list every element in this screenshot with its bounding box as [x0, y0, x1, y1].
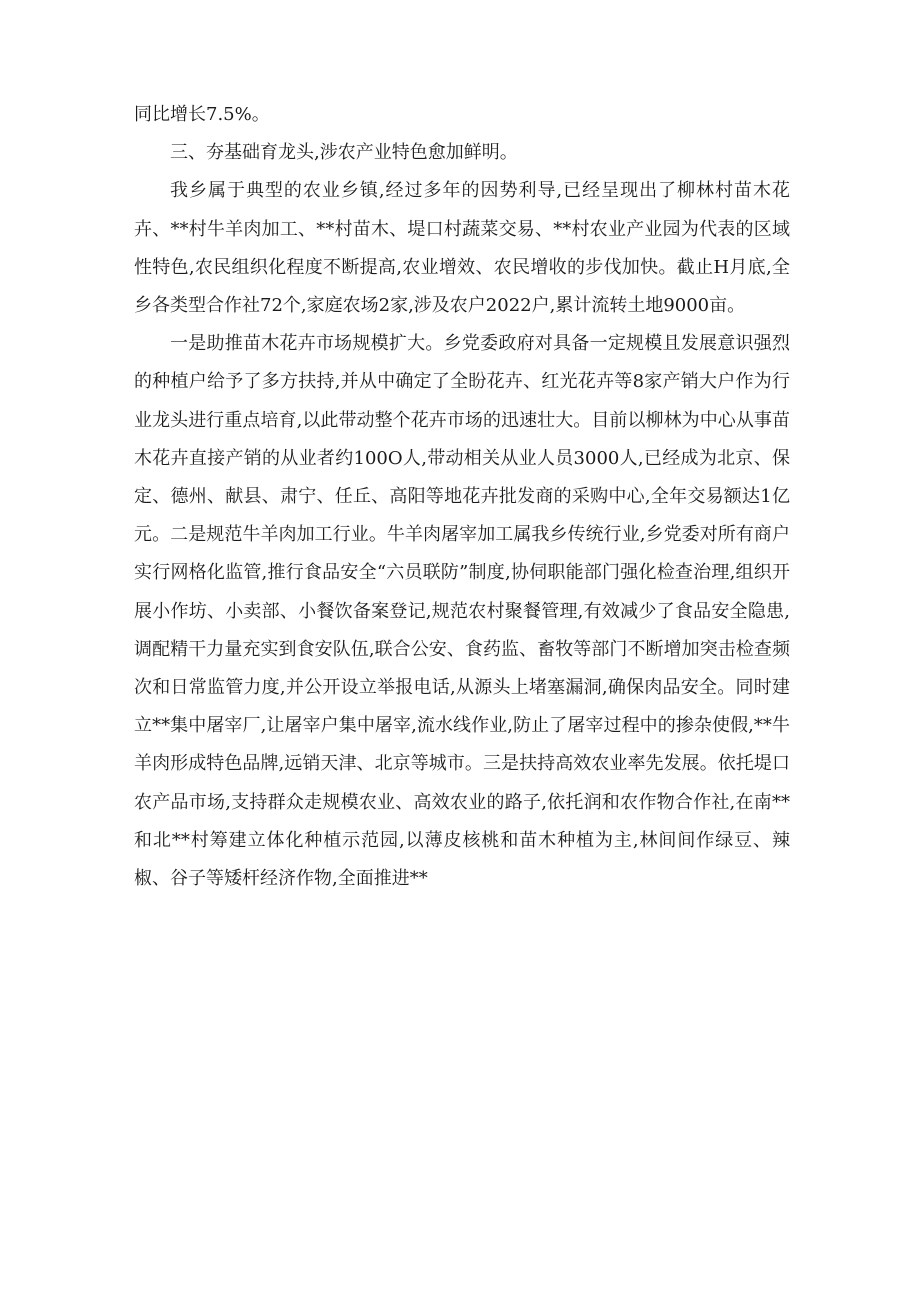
- document-body: [134, 96, 790, 898]
- section-heading: 三、夯基础育龙头,涉农产业特色愈加鲜明。: [170, 142, 518, 164]
- paragraph-growth-rate: 同比增长7.5%。: [134, 104, 270, 125]
- paragraph-regional-features: 我乡属于典型的农业乡镇,经过多年的因势利导,已经呈现出了柳林村苗木花卉、**村牛羊肉加工、**村苗木、堤口村蔬菜交易、**村农业产业园为代表的区域性特色,农民组织化程度不断提高,农业增效、农民增收的步伐加快。截止H月底,全乡各类型合作社72个,家庭农场2家,涉及农户2022户,累计流转土地9000亩。: [134, 180, 790, 317]
- paragraph-industry-measures: 一是助推苗木花卉市场规模扩大。乡党委政府对具备一定规模且发展意识强烈的种植户给予了多方扶持,并从中确定了全盼花卉、红光花卉等8家产销大户作为行业龙头进行重点培育,以此带动整个花卉市场的迅速壮大。目前以柳林为中心从事苗木花卉直接产销的从业者约100O人,带动相关从业人员3000人,已经成为北京、保定、德州、献县、肃宁、任丘、高阳等地花卉批发商的采购中心,全年交易额达1亿元。二是规范牛羊肉加工行业。牛羊肉屠宰加工属我乡传统行业,乡党委对所有商户实行网格化监管,推行食品安全“六员联防”制度,协伺职能部门强化检查治理,组织开展小作坊、小卖部、小餐饮备案登记,规范农村聚餐管理,有效减少了食品安全隐患,调配精干力量充实到食安队伍,联合公安、食药监、畜牧等部门不断增加突击检查频次和日常监管力度,并公开设立举报电话,从源头上堵塞漏洞,确保肉品安全。同时建立**集中屠宰厂,让屠宰户集中屠宰,流水线作业,防止了屠宰过程中的掺杂使假,**牛羊肉形成特色品牌,远销天津、北京等城市。三是扶持高效农业率先发展。依托堤口农产品市场,支持群众走规模农业、高效农业的路子,依托润和农作物合作社,在南**和北**村筹建立体化种植示范园,以薄皮核桃和苗木种植为主,林间间作绿豆、辣椒、谷子等矮杆经济作物,全面推进**: [134, 333, 790, 890]
